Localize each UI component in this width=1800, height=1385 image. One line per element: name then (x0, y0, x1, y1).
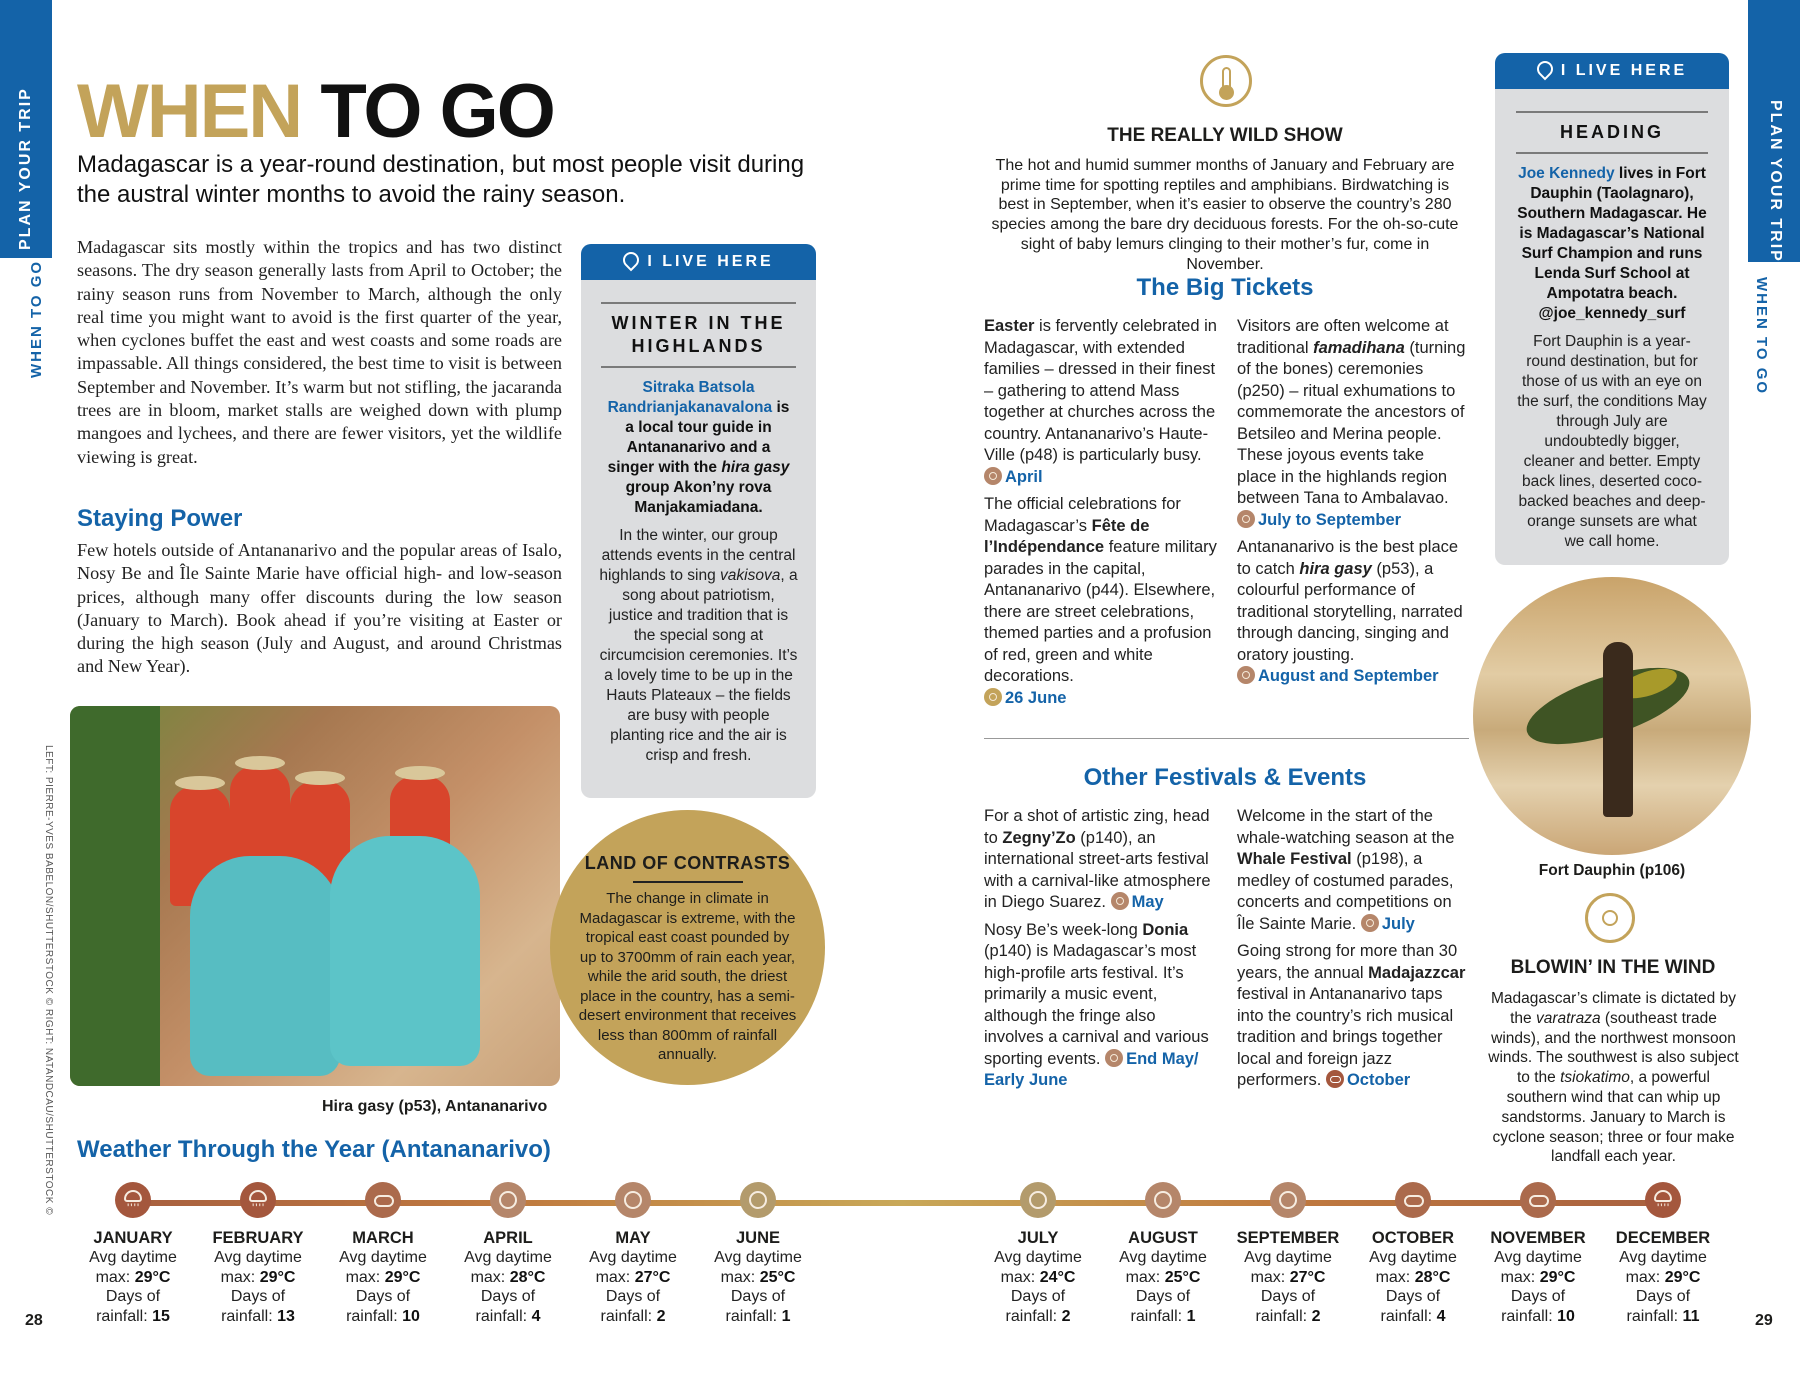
page-title-accent: WHEN (77, 69, 302, 154)
cloud-icon (365, 1182, 401, 1218)
event-donia: Nosy Be’s week-long Donia (p140) is Madagascar’s most high-profile arts festival. It’s primarily a music event, although the fringe also involves a carnival and various sporting events. End May/ Early June (984, 920, 1209, 1089)
side-tab-chapter-label-right: WHEN TO GO (1753, 277, 1770, 396)
event-famadihana: Visitors are often welcome at traditional famadihana (turning of the bones) ceremonies (p250) – ritual exhumations to commemorate the ancestors of Betsileo and Merina people. These joyous events take place in the highlands region between Tana to Ambalavao. July to September (1237, 317, 1466, 529)
sun-icon (490, 1182, 526, 1218)
weather-month-december: '''' DECEMBER Avg daytime max: 29°C Days of rainfall: 11 (1598, 1182, 1728, 1326)
live-here-title: WINTER IN THE HIGHLANDS (611, 313, 786, 356)
surfer-photo (1473, 577, 1751, 855)
live-here-bio: Joe Kennedy lives in Fort Dauphin (Taolagnaro), Southern Madagascar. He is Madagascar’s National Surf Champion and runs Lenda Surf School at Ampotatra beach. @joe_kennedy_surf (1517, 165, 1707, 322)
page-number-right: 29 (1755, 1312, 1773, 1329)
side-tab-chapter-label: WHEN TO GO (28, 259, 45, 378)
sun-icon (1361, 914, 1379, 932)
hira-gasy-photo (70, 706, 560, 1086)
local-name: Sitraka Batsola Randrianjakanavalona (607, 379, 773, 416)
weather-month-june: JUNE Avg daytime max: 25°C Days of rainfall: 1 (693, 1182, 823, 1326)
sun-icon (1111, 892, 1129, 910)
thermometer-icon (1200, 55, 1252, 107)
weather-heading: Weather Through the Year (Antananarivo) (77, 1136, 551, 1163)
i-live-here-badge: I LIVE HERE (1495, 53, 1729, 89)
page-lede: Madagascar is a year-round destination, but most people visit during the austral winter months to avoid the rainy season. (77, 151, 805, 208)
staying-power-heading: Staying Power (77, 505, 243, 532)
event-easter: Easter is fervently celebrated in Madagascar, with extended families – dressed in their finest – gathering to attend Mass together at churches across the country. Antananarivo’s Haute-Ville (p48) is particularly busy. April (984, 317, 1217, 486)
staying-power-paragraph: Few hotels outside of Antananarivo and the popular areas of Isalo, Nosy Be and Île Sainte Marie have official high- and low-season prices, although many offer discounts during the low season (January to March). Book ahead if you’re visiting at Easter or during the high season (July and August, and around Christmas and New Year). (77, 540, 562, 677)
location-star-icon (620, 249, 643, 272)
divider (601, 366, 796, 368)
sun-icon (984, 688, 1002, 706)
blowin-text: Madagascar’s climate is dictated by the varatraza (southeast trade winds), and the northwest monsoon winds. The southwest is also subject to the tsiokatimo, a powerful southern wind that can whip up sandstorms. January to March is cyclone season; three or four make landfall each year. (1488, 990, 1739, 1166)
i-live-here-box-fort-dauphin (1495, 53, 1729, 565)
wild-show-text: The hot and humid summer months of January and February are prime time for spotting reptiles and amphibians. Birdwatching is best in September, when it’s easier to observe the country’s 280 species among the bare dry deciduous forests. For the oh-so-cute sight of baby lemurs clinging to their mother’s fur, come in November. (991, 157, 1459, 273)
local-name: Joe Kennedy (1518, 165, 1615, 182)
land-of-contrasts-title: LAND OF CONTRASTS (584, 853, 791, 873)
event-madajazzcar: Going strong for more than 30 years, the annual Madajazzcar festival in Antananarivo taps into the country’s rich musical tradition and brings together local and foreign jazz performers. October (1237, 942, 1466, 1089)
sun-icon (1237, 510, 1255, 528)
live-here-text: Fort Dauphin is a year-round destination, but for those of us with an eye on the surf, the conditions May through July are undoubtedly bigger, cleaner and better. Empty back lines, deserted coco-backed beaches and deep-orange sunsets are what we call home. (1517, 333, 1707, 550)
rain-icon (1645, 1182, 1681, 1218)
live-here-title: HEADING (1559, 122, 1664, 142)
live-here-text: In the winter, our group attends events in the central highlands to sing vakisova, a song about patriotism, justice and tradition that is the special song at circumcision ceremonies. It’s a lovely time to be up in the Hauts Plateaux – the fields are busy with people planting rice and the air is crisp and fresh. (599, 527, 798, 764)
side-tab-left (0, 0, 52, 258)
intro-paragraph: Madagascar sits mostly within the tropics and has two distinct seasons. The dry season generally lasts from April to October; the rainy season runs from November to March, although the only real time you might want to avoid is the first quarter of the year, when cyclones buffet the east and west coasts and some roads are impassable. All things considered, the best time to visit is between September and November. It’s warm but not stifling, the jacaranda trees are in bloom, market stalls are weighed down with plump mangoes and lychees, and there are fewer visitors, yet the wildlife viewing is great. (77, 237, 562, 467)
weather-month-november: NOVEMBER Avg daytime max: 29°C Days of rainfall: 10 (1473, 1182, 1603, 1326)
side-tab-section-label: PLAN YOUR TRIP (17, 87, 34, 250)
big-tickets-heading: The Big Tickets (1136, 274, 1314, 301)
sun-icon (1105, 1049, 1123, 1067)
sun-icon (615, 1182, 651, 1218)
big-tickets-column-2 (1237, 316, 1467, 694)
weather-month-february: '''' FEBRUARY Avg daytime max: 29°C Days of rainfall: 13 (193, 1182, 323, 1326)
divider (633, 881, 743, 883)
event-whale-festival: Welcome in the start of the whale-watching season at the Whale Festival (p198), a medley of costumed parades, concerts and competitions on Île Sainte Marie. July (1237, 807, 1455, 933)
land-of-contrasts-circle (550, 810, 825, 1085)
page-number-left: 28 (25, 1312, 43, 1329)
sun-icon (1145, 1182, 1181, 1218)
cloud-icon (1395, 1182, 1431, 1218)
big-tickets-column-1 (984, 316, 1219, 715)
photo-caption-left: Hira gasy (p53), Antananarivo (322, 1098, 548, 1115)
divider (1516, 152, 1708, 154)
section-divider (984, 738, 1469, 739)
weather-month-may: MAY Avg daytime max: 27°C Days of rainfall: 2 (568, 1182, 698, 1326)
weather-month-september: SEPTEMBER Avg daytime max: 27°C Days of rainfall: 2 (1223, 1182, 1353, 1326)
page-title-rest: TO GO (320, 69, 554, 154)
cloud-icon (1520, 1182, 1556, 1218)
side-tab-right (1748, 0, 1800, 262)
live-here-bio: Sitraka Batsola Randrianjakanavalona is a local tour guide in Antananarivo and a singer with the hira gasy group Akon’ny rova Manjakamiadana. (607, 379, 790, 516)
wild-show-title: THE REALLY WILD SHOW (1107, 125, 1343, 146)
weather-month-april: APRIL Avg daytime max: 28°C Days of rainfall: 4 (443, 1182, 573, 1326)
cloud-icon (1326, 1070, 1344, 1088)
side-tab-section-label-right: PLAN YOUR TRIP (1767, 100, 1784, 263)
other-festivals-column-2 (1237, 806, 1467, 1098)
sun-icon (1237, 666, 1255, 684)
weather-month-july: JULY Avg daytime max: 24°C Days of rainfall: 2 (973, 1182, 1103, 1326)
sun-icon (1585, 893, 1635, 943)
rain-icon (115, 1182, 151, 1218)
sun-icon (984, 467, 1002, 485)
event-hira-gasy: Antananarivo is the best place to catch hira gasy (p53), a colourful performance of traditional storytelling, narrated through dancing, singing and oratory jousting. August and September (1237, 538, 1463, 685)
weather-month-october: OCTOBER Avg daytime max: 28°C Days of rainfall: 4 (1348, 1182, 1478, 1326)
other-festivals-column-1 (984, 806, 1219, 1098)
rain-icon (240, 1182, 276, 1218)
land-of-contrasts-text: The change in climate in Madagascar is extreme, with the tropical east coast pounded by up to 3700mm of rain each year, while the arid south, the driest place in the country, has a semi-desert environment that receives less than 800mm of rainfall annually. (578, 890, 797, 1063)
event-zegny-zo: For a shot of artistic zing, head to Zegny’Zo (p140), an international street-arts festival with a carnival-like atmosphere in Diego Suarez. May (984, 807, 1211, 911)
i-live-here-box-highlands (581, 244, 816, 798)
location-star-icon (1533, 58, 1556, 81)
photo-credit: LEFT: PIERRE-YVES BABELON/SHUTTERSTOCK © RIGHT: NATANDCAU/SHUTTERSTOCK © (43, 745, 54, 1216)
i-live-here-badge: I LIVE HERE (581, 244, 816, 280)
sun-icon (1020, 1182, 1056, 1218)
blowin-title: BLOWIN’ IN THE WIND (1510, 957, 1716, 978)
photo-caption-right: Fort Dauphin (p106) (1538, 862, 1686, 879)
weather-month-january: '''' JANUARY Avg daytime max: 29°C Days of rainfall: 15 (68, 1182, 198, 1326)
weather-month-march: MARCH Avg daytime max: 29°C Days of rainfall: 10 (318, 1182, 448, 1326)
page-title (77, 69, 554, 154)
other-festivals-heading: Other Festivals & Events (1083, 764, 1367, 791)
event-independence-day: The official celebrations for Madagascar’s Fête de l’Indépendance feature military parades in the capital, Antananarivo (p44). Elsewhere, there are street celebrations, themed parties and a profusion of red, green and white decorations. 26 June (984, 495, 1217, 707)
weather-month-august: AUGUST Avg daytime max: 25°C Days of rainfall: 1 (1098, 1182, 1228, 1326)
sun-icon (740, 1182, 776, 1218)
sun-icon (1270, 1182, 1306, 1218)
